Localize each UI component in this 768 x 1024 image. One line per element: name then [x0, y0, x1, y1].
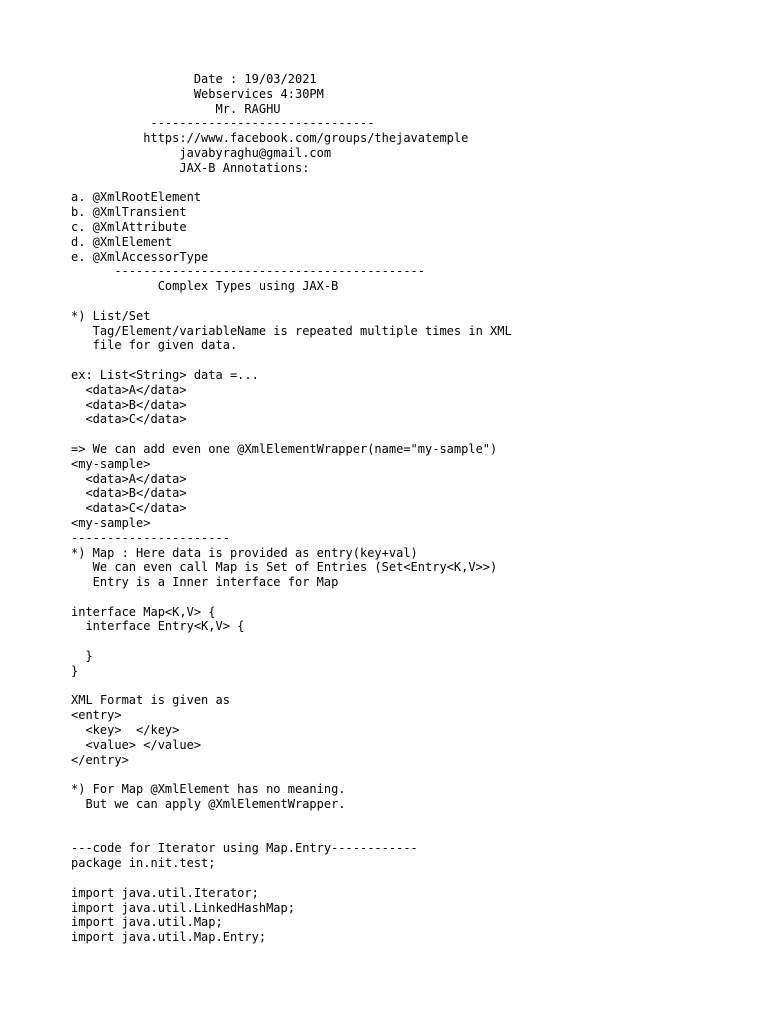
document-line: import java.util.Map.Entry;: [71, 930, 267, 945]
document-line: [71, 427, 512, 442]
document-line: Complex Types using JAX-B: [71, 279, 339, 294]
document-line: <data>A</data>: [71, 382, 187, 397]
document-line: <data>B</data>: [71, 397, 187, 412]
document-line: [71, 679, 512, 694]
document-line: [71, 294, 512, 309]
document-line: But we can apply @XmlElementWrapper.: [71, 797, 346, 812]
document-line: c. @XmlAttribute: [71, 219, 187, 234]
document-line: <data>C</data>: [71, 412, 187, 427]
document-line: javabyraghu@gmail.com: [71, 145, 332, 160]
document-line: [71, 827, 512, 842]
document-line: https://www.facebook.com/groups/thejavatemple: [71, 131, 469, 146]
document-line: XML Format is given as: [71, 693, 230, 708]
document-line: file for given data.: [71, 338, 238, 353]
document-line: </entry>: [71, 752, 129, 767]
document-line: [71, 634, 512, 649]
document-line: a. @XmlRootElement: [71, 190, 202, 205]
document-line: Entry is a Inner interface for Map: [71, 575, 339, 590]
document-line: We can even call Map is Set of Entries (Set<Entry<K,V>>): [71, 560, 498, 575]
document-line: JAX-B Annotations:: [71, 160, 310, 175]
document-line: ex: List<String> data =...: [71, 367, 259, 382]
document-line: ---code for Iterator using Map.Entry------------: [71, 841, 418, 856]
document-line: b. @XmlTransient: [71, 205, 187, 220]
document-line: <my-sample>: [71, 456, 151, 471]
document-line: [71, 353, 512, 368]
document-line: <data>A</data>: [71, 471, 187, 486]
document-line: -------------------------------: [71, 116, 375, 131]
document-line: <data>C</data>: [71, 501, 187, 516]
document-line: => We can add even one @XmlElementWrapper(name="my-sample"): [71, 441, 498, 456]
document-line: Mr. RAGHU: [71, 101, 281, 116]
document-body: [71, 72, 512, 945]
document-line: Date : 19/03/2021: [71, 72, 317, 86]
document-line: import java.util.Map;: [71, 915, 223, 930]
document-line: interface Entry<K,V> {: [71, 619, 245, 634]
document-line: *) Map : Here data is provided as entry(key+val): [71, 545, 418, 560]
document-line: <entry>: [71, 708, 122, 723]
document-line: <my-sample>: [71, 515, 151, 530]
document-line: Tag/Element/variableName is repeated multiple times in XML: [71, 323, 512, 338]
document-line: [71, 176, 512, 191]
document-line: e. @XmlAccessorType: [71, 249, 209, 264]
document-line: }: [71, 663, 79, 678]
document-line: d. @XmlElement: [71, 234, 173, 249]
document-line: Webservices 4:30PM: [71, 86, 324, 101]
document-line: <key> </key>: [71, 723, 180, 738]
document-line: <value> </value>: [71, 737, 202, 752]
document-line: import java.util.LinkedHashMap;: [71, 900, 295, 915]
document-line: -------------------------------------------: [71, 264, 426, 279]
document-line: import java.util.Iterator;: [71, 885, 259, 900]
document-line: ----------------------: [71, 530, 230, 545]
document-line: interface Map<K,V> {: [71, 604, 216, 619]
document-line: *) List/Set: [71, 308, 151, 323]
document-line: [71, 812, 512, 827]
document-line: [71, 871, 512, 886]
document-line: [71, 590, 512, 605]
document-line: package in.nit.test;: [71, 856, 216, 871]
document-line: *) For Map @XmlElement has no meaning.: [71, 782, 346, 797]
document-line: }: [71, 649, 93, 664]
document-line: [71, 767, 512, 782]
document-line: <data>B</data>: [71, 486, 187, 501]
